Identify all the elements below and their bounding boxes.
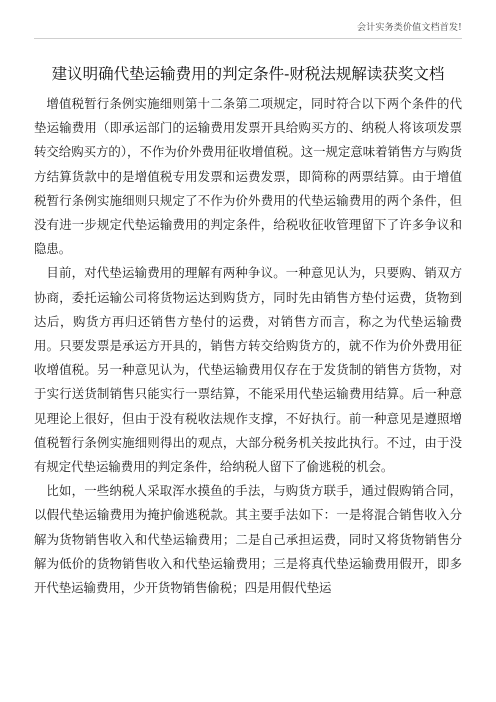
header-divider	[34, 38, 462, 39]
paragraph: 比如，一些纳税人采取浑水摸鱼的手法，与购货方联手，通过假购销合同，以假代垫运输费用为掩护偷逃税款。其主要手法如下：一是将混合销售收入分解为货物销售收入和代垫运输费用；二是自己承担运费，同时又将货物销售分解为低价的货物销售收入和代垫运输费用；三是将真代垫运输费用假开，即多开代垫运输费用，少开货物销售偷税；四是用假代垫运	[34, 483, 462, 596]
document-body	[34, 92, 462, 600]
document-title: 建议明确代垫运输费用的判定条件-财税法规解读获奖文档	[51, 65, 445, 83]
header-note: 会计实务类价值文档首发!	[356, 23, 462, 33]
paragraph: 增值税暂行条例实施细则第十二条第二项规定，同时符合以下两个条件的代垫运输费用（即承运部门的运输费用发票开具给购买方的、纳税人将该项发票转交给购买方的），不作为价外费用征收增值税。这一规定意味着销售方与购货方结算货款中的是增值税专用发票和运费发票，即简称的两票结算。由于增值税暂行条例实施细则只规定了不作为价外费用的代垫运输费用的两个条件，但没有进一步规定代垫运输费用的判定条件，给税收征收管理留下了许多争议和隐患。	[34, 96, 462, 257]
paragraph: 目前，对代垫运输费用的理解有两种争议。一种意见认为，只要购、销双方协商，委托运输公司将货物运达到购货方，同时先由销售方垫付运费，货物到达后，购货方再归还销售方垫付的运费，对销售方而言，称之为代垫运输费用。只要发票是承运方开具的，销售方转交给购货方的，就不作为价外费用征收增值税。另一种意见认为，代垫运输费用仅存在于发货制的销售方货物，对于实行送货制销售只能实行一票结算，不能采用代垫运输费用结算。后一种意见理论上很好，但由于没有税收法规作支撑，不好执行。前一种意见是遵照增值税暂行条例实施细则得出的观点，大部分税务机关按此执行。不过，由于没有规定代垫运输费用的判定条件，给纳税人留下了偷逃税的机会。	[34, 265, 462, 475]
